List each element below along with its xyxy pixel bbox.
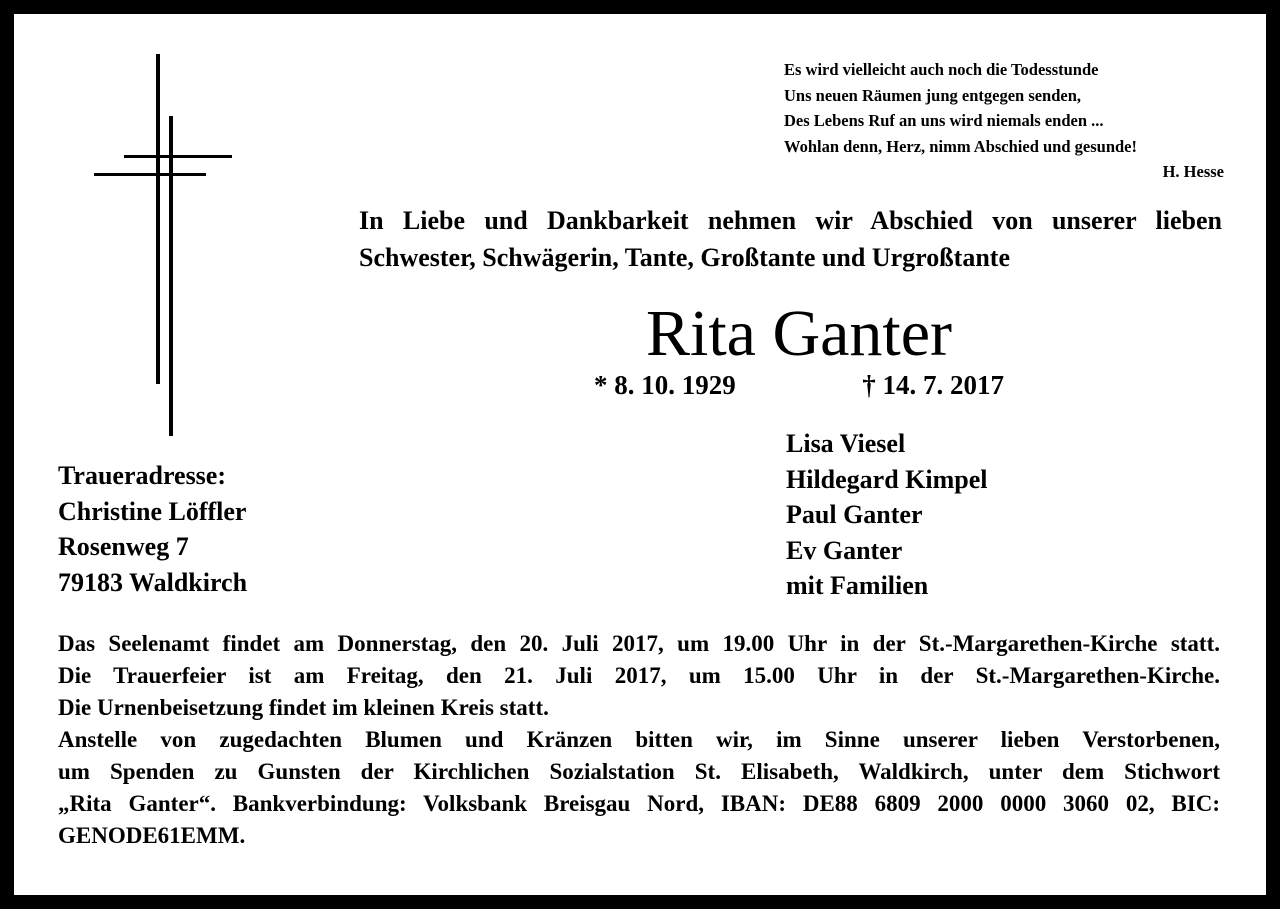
- intro-line: Schwester, Schwägerin, Tante, Großtante und Urgroßtante: [359, 243, 1011, 272]
- life-dates: [594, 370, 1004, 401]
- obituary-notice: [14, 14, 1266, 895]
- notice-line: um Spenden zu Gunsten der Kirchlichen Sozialstation St. Elisabeth, Waldkirch, unter dem Stichwort: [58, 759, 1220, 784]
- poem-quote: [784, 57, 1224, 185]
- address-line: 79183 Waldkirch: [58, 567, 248, 597]
- notice-line: „Rita Ganter“. Bankverbindung: Volksbank Breisgau Nord, IBAN: DE88 6809 2000 0000 3060 02, BIC:: [58, 791, 1220, 816]
- notice-line: Das Seelenamt findet am Donnerstag, den 20. Juli 2017, um 19.00 Uhr in der St.-Margarethen-Kirche statt.: [58, 631, 1220, 656]
- cross-icon: [14, 14, 254, 454]
- poem-line: Uns neuen Räumen jung entgegen senden,: [784, 85, 1082, 105]
- family-member: mit Familien: [786, 571, 929, 600]
- address-line: Traueradresse:: [58, 461, 226, 490]
- intro-line: In Liebe und Dankbarkeit nehmen wir Abschied von unserer lieben: [359, 206, 1222, 235]
- notice-line: GENODE61EMM.: [58, 823, 246, 848]
- family-member: Ev Ganter: [786, 535, 903, 565]
- family-member: Hildegard Kimpel: [786, 464, 988, 494]
- notice-line: Anstelle von zugedachten Blumen und Kränzen bitten wir, im Sinne unserer lieben Verstorbenen,: [58, 727, 1220, 752]
- death-date: † 14. 7. 2017: [862, 370, 1004, 400]
- notice-line: Die Trauerfeier ist am Freitag, den 21. Juli 2017, um 15.00 Uhr in der St.-Margarethen-Kirche.: [58, 663, 1220, 688]
- family-member: Paul Ganter: [786, 500, 923, 529]
- address-line: Rosenweg 7: [58, 532, 189, 561]
- birth-date: * 8. 10. 1929: [594, 370, 736, 400]
- notice-line: Die Urnenbeisetzung findet im kleinen Kreis statt.: [58, 695, 549, 720]
- address-line: Christine Löffler: [58, 496, 247, 526]
- mourning-address: [58, 458, 247, 600]
- poem-author: H. Hesse: [1162, 162, 1224, 181]
- deceased-name: Rita Ganter: [645, 297, 953, 370]
- service-notice: [58, 628, 1220, 852]
- poem-line: Es wird vielleicht auch noch die Todesstunde: [784, 60, 1099, 79]
- family-signatures: [786, 426, 988, 604]
- poem-line: Wohlan denn, Herz, nimm Abschied und gesunde!: [784, 136, 1137, 156]
- poem-line: Des Lebens Ruf an uns wird niemals enden ...: [784, 111, 1104, 130]
- intro-text: [359, 202, 1222, 276]
- family-member: Lisa Viesel: [786, 429, 906, 458]
